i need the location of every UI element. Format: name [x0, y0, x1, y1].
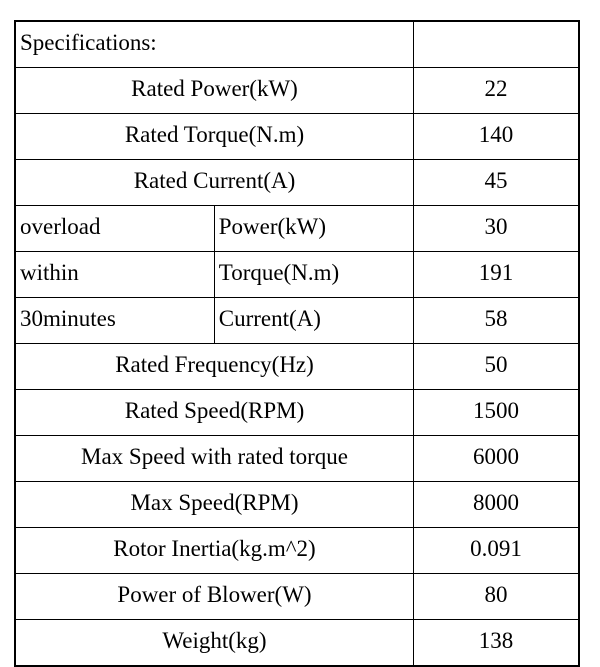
table-row-overload — [15, 206, 579, 252]
specifications-table — [14, 20, 580, 667]
table-row — [15, 68, 579, 114]
row-label: Rated Current(A) — [15, 160, 414, 206]
overload-label: Power(kW) — [214, 206, 413, 252]
table-title: Specifications: — [15, 21, 414, 68]
row-value: 0.091 — [414, 528, 580, 574]
table-row — [15, 114, 579, 160]
table-row-overload — [15, 252, 579, 298]
row-value: 6000 — [414, 436, 580, 482]
table-row — [15, 528, 579, 574]
table-row — [15, 436, 579, 482]
row-label: Max Speed with rated torque — [15, 436, 414, 482]
row-label: Max Speed(RPM) — [15, 482, 414, 528]
row-label: Rated Speed(RPM) — [15, 390, 414, 436]
overload-label: Current(A) — [214, 298, 413, 344]
overload-group-line-2: within — [15, 252, 214, 298]
row-value: 1500 — [414, 390, 580, 436]
row-value: 8000 — [414, 482, 580, 528]
row-label: Weight(kg) — [15, 620, 414, 667]
specifications-sheet — [0, 20, 600, 654]
overload-group-line-1: overload — [15, 206, 214, 252]
row-value: 80 — [414, 574, 580, 620]
overload-value: 58 — [414, 298, 580, 344]
row-value: 45 — [414, 160, 580, 206]
overload-group-line-3: 30minutes — [15, 298, 214, 344]
table-row — [15, 390, 579, 436]
row-value: 138 — [414, 620, 580, 667]
table-row — [15, 160, 579, 206]
table-row — [15, 344, 579, 390]
table-row — [15, 620, 579, 667]
row-label: Rotor Inertia(kg.m^2) — [15, 528, 414, 574]
table-row — [15, 574, 579, 620]
overload-label: Torque(N.m) — [214, 252, 413, 298]
row-value: 22 — [414, 68, 580, 114]
table-row-overload — [15, 298, 579, 344]
table-title-empty-cell — [414, 21, 580, 68]
row-label: Rated Frequency(Hz) — [15, 344, 414, 390]
row-label: Rated Torque(N.m) — [15, 114, 414, 160]
row-label: Power of Blower(W) — [15, 574, 414, 620]
table-row — [15, 482, 579, 528]
table-row-title — [15, 21, 579, 68]
row-value: 140 — [414, 114, 580, 160]
row-value: 50 — [414, 344, 580, 390]
overload-value: 30 — [414, 206, 580, 252]
overload-value: 191 — [414, 252, 580, 298]
row-label: Rated Power(kW) — [15, 68, 414, 114]
